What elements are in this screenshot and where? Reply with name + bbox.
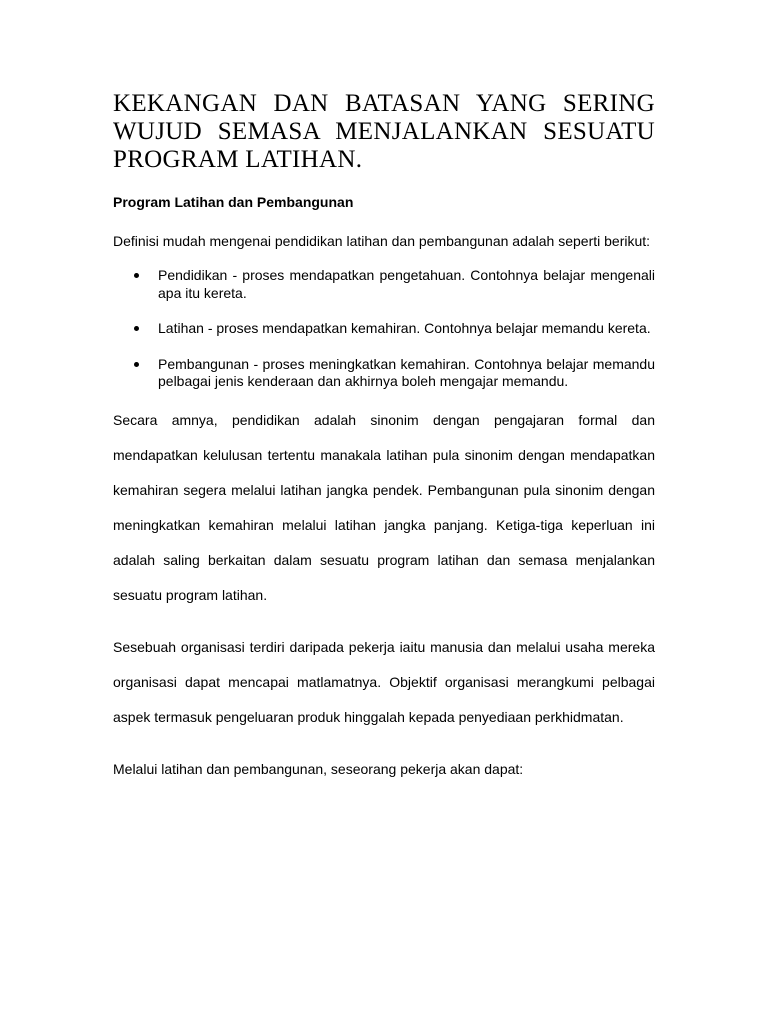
bullet-icon [113,320,158,338]
body-paragraph-3: Melalui latihan dan pembangunan, seseorang pekerja akan dapat: [113,760,524,777]
document-title: KEKANGAN DAN BATASAN YANG SERING WUJUD SEMASA MENJALANKAN SESUATU PROGRAM LATIHAN. [113,90,655,173]
list-item [113,267,655,302]
body-paragraph-2: Sesebuah organisasi terdiri daripada pekerja iaitu manusia dan melalui usaha mereka organisasi dapat mencapai matlamatnya. Objektif organisasi merangkumi pelbagai aspek termasuk pengeluaran produk hinggalah kepada penyediaan perkhidmatan. [113,638,655,725]
bullet-icon [113,267,158,302]
section-subheading: Program Latihan dan Pembangunan [113,194,354,210]
bullet-icon [113,356,158,391]
intro-paragraph: Definisi mudah mengenai pendidikan latihan dan pembangunan adalah seperti berikut: [113,233,651,249]
list-item [113,356,655,391]
body-paragraph-1: Secara amnya, pendidikan adalah sinonim dengan pengajaran formal dan mendapatkan kelulusan tertentu manakala latihan pula sinonim dengan mendapatkan kemahiran segera melalui latihan jangka pendek. Pembangunan pula sinonim dengan meningkatkan kemahiran melalui latihan jangka panjang. Ketiga-tiga keperluan ini adalah saling berkaitan dalam sesuatu program latihan dan semasa menjalankan sesuatu program latihan. [113,411,655,603]
definition-list [113,267,655,391]
list-item [113,320,655,338]
document-page [113,90,655,787]
list-item-text: Pendidikan - proses mendapatkan pengetahuan. Contohnya belajar mengenali apa itu kereta. [158,267,655,301]
list-item-text: Pembangunan - proses meningkatkan kemahiran. Contohnya belajar memandu pelbagai jenis kenderaan dan akhirnya boleh mengajar memandu. [158,355,655,389]
list-item-text: Latihan - proses mendapatkan kemahiran. Contohnya belajar memandu kereta. [158,320,651,336]
